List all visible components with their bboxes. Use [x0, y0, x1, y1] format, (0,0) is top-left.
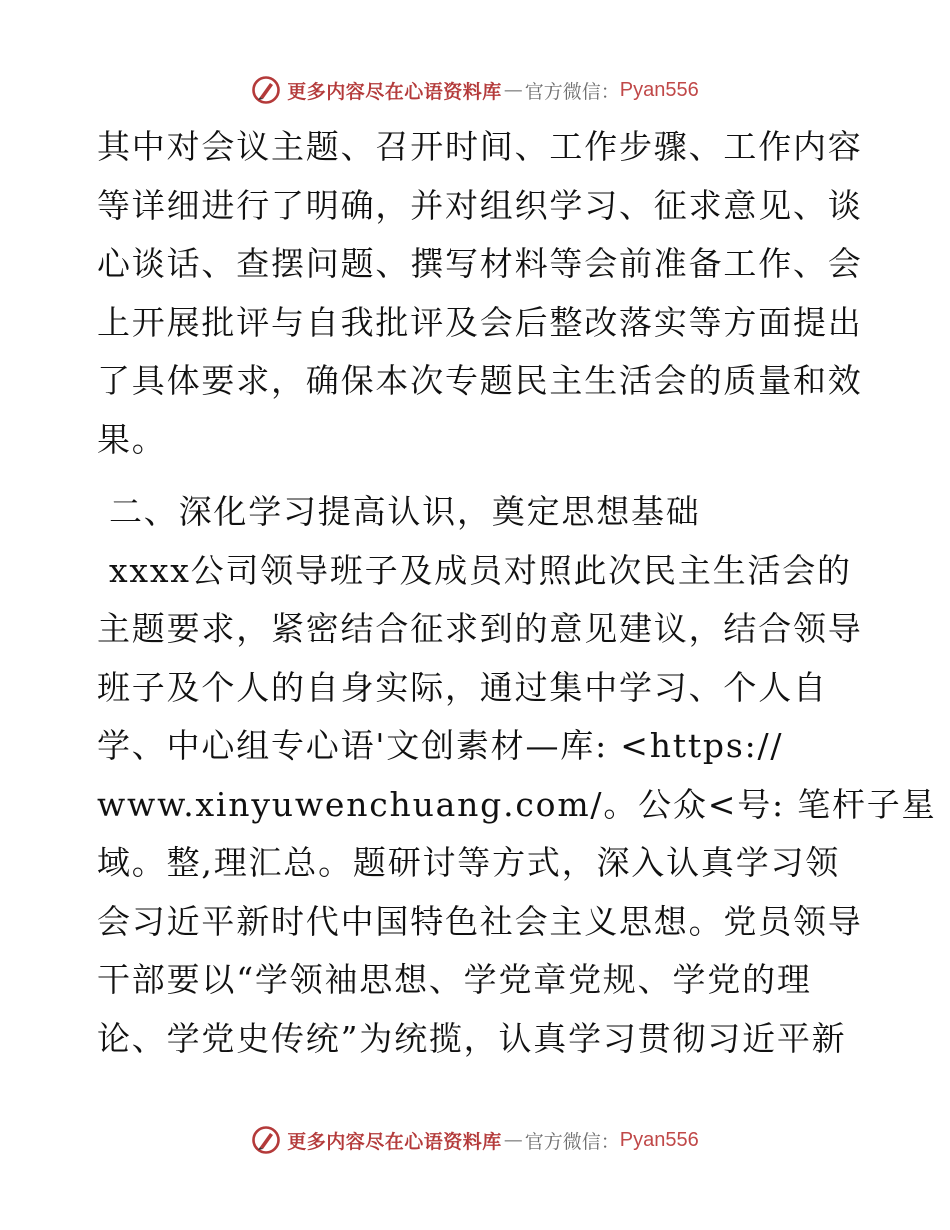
text-line: 上开展批评与自我批评及会后整改落实等方面提出 — [97, 302, 863, 342]
text-line: 主题要求，紧密结合征求到的意见建议，结合领导 — [97, 609, 863, 648]
text-line: 干部要以“学领袖思想、学党章党规、学党的理 — [97, 960, 812, 999]
header-dash: — — [503, 79, 523, 101]
header-slogan: 更多内容尽在心语资料库 — [287, 80, 502, 103]
footer-contact-label: 官方微信： — [524, 1130, 620, 1153]
text-line: 论、学党史传统”为统揽，认真学习贯彻习近平新 — [97, 1018, 847, 1058]
text-line: 域。整,理汇总。题研讨等方式，深入认真学习领 — [97, 843, 841, 882]
header-contact-label: 官方微信： — [524, 80, 620, 103]
paragraph-2 — [97, 542, 937, 1069]
text-line: 等详细进行了明确，并对组织学习、征求意见、谈 — [97, 185, 863, 225]
text-line: 学、中心组专心语'文创素材—库: <https:// — [97, 726, 784, 765]
text-line: 果。 — [97, 419, 167, 459]
footer-wechat-id: Pyan556 — [619, 1128, 699, 1151]
footer-banner — [0, 1120, 950, 1160]
header-banner — [0, 70, 950, 110]
quill-pen-icon — [251, 1125, 281, 1155]
footer-slogan: 更多内容尽在心语资料库 — [287, 1130, 502, 1153]
document-body — [97, 118, 937, 1068]
text-line: 心谈话、查摆问题、撰写材料等会前准备工作、会 — [97, 244, 863, 283]
text-line: xxxx公司领导班子及成员对照此次民主生活会的 — [109, 550, 852, 590]
text-line: 班子及个人的自身实际，通过集中学习、个人自 — [97, 667, 828, 707]
section-heading: 二、深化学习提高认识，奠定思想基础 — [109, 492, 701, 531]
quill-pen-icon — [251, 75, 281, 105]
text-line: 会习近平新时代中国特色社会主义思想。党员领导 — [97, 901, 863, 941]
text-line: 其中对会议主题、召开时间、工作步骤、工作内容 — [97, 127, 863, 166]
header-wechat-id: Pyan556 — [619, 78, 699, 101]
footer-dash: — — [503, 1129, 523, 1151]
paragraph-1 — [97, 118, 863, 469]
text-line: www.xinyuwenchuang.com/。公众<号: 笔杆子星 — [97, 784, 937, 824]
text-line: 了具体要求，确保本次专题民主生活会的质量和效 — [97, 361, 863, 400]
